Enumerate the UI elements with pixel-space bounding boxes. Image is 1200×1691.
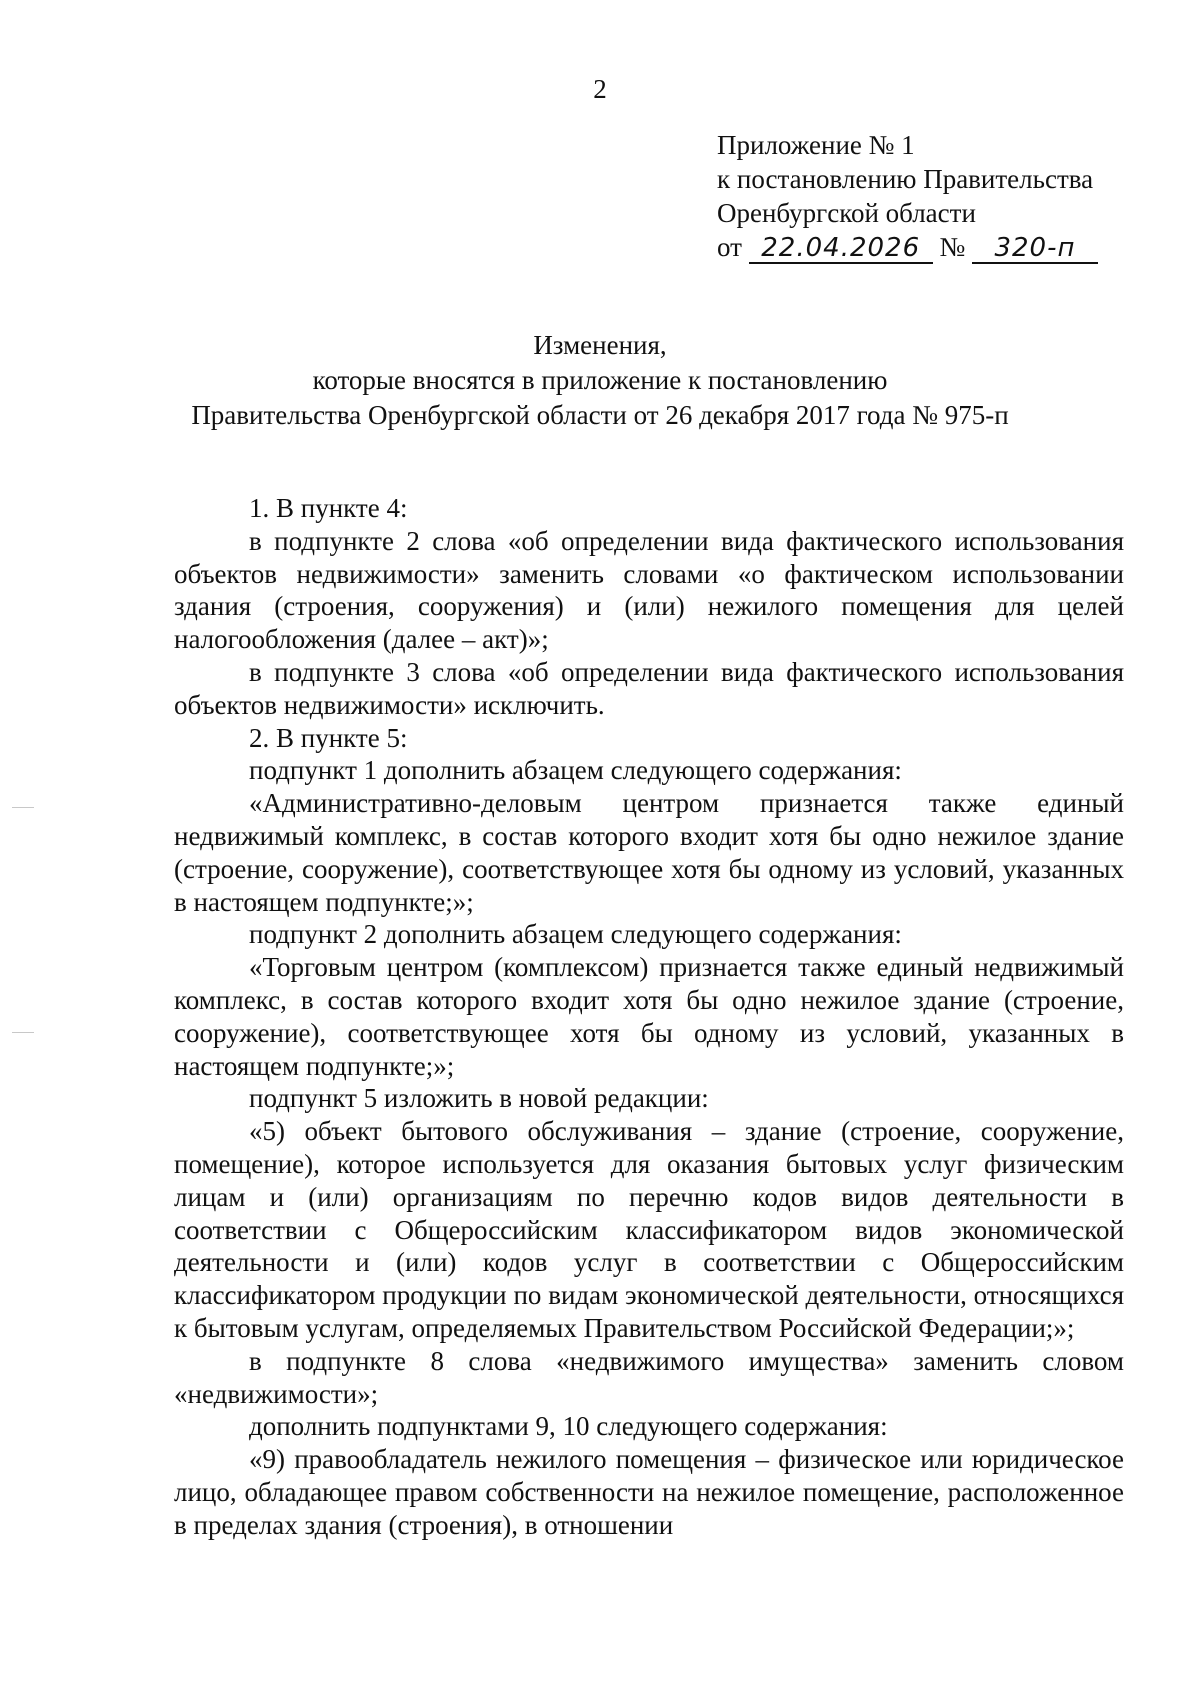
appendix-line-3: Оренбургской области — [717, 198, 976, 228]
number-label: № — [939, 232, 966, 262]
paragraph: в подпункте 3 слова «об определении вида фактического использования объектов недвижимости» исключить. — [174, 656, 1124, 720]
paragraph: «9) правообладатель нежилого помещения – физическое или юридическое лицо, обладающее правом собственности на нежилое помещение, расположенное в пределах здания (строения), в отношении — [174, 1444, 1124, 1540]
page-number: 2 — [593, 74, 607, 104]
title-line-1: Изменения, — [533, 330, 667, 360]
handwritten-date: 22.04.2026 — [749, 234, 933, 264]
paragraph: в подпункте 2 слова «об определении вида фактического использования объектов недвижимости» заменить словами «о фактическом использовании здания (строения, сооружения) и (или) нежилого помещения для целей налогообложения (далее – акт)»; — [174, 525, 1124, 655]
title-line-2: которые вносятся в приложение к постановлению — [312, 365, 888, 395]
paragraph: подпункт 2 дополнить абзацем следующего содержания: — [249, 919, 902, 950]
paragraph: «Торговым центром (комплексом) признается также единый недвижимый комплекс, в состав которого входит хотя бы одно нежилое здание (строение, сооружение), соответствующее хотя бы одному из условий, указанных в настоящем подпункте;»; — [174, 952, 1124, 1081]
appendix-date-line — [717, 230, 1157, 264]
paragraph: 2. В пункте 5: — [249, 722, 408, 753]
paragraph: «5) объект бытового обслуживания – здание (строение, сооружение, помещение), которое используется для оказания бытовых услуг физическим лицам и (или) организациям по перечню кодов видов деятельности в соответствии с Общероссийским классификатором видов экономической деятельности и (или) кодов услуг в соответствии с Общероссийским классификатором продукции по видам экономической деятельности, относящихся к бытовым услугам, определяемых Правительством Российской Федерации;»; — [174, 1116, 1124, 1343]
from-label: от — [717, 232, 742, 262]
paragraph: дополнить подпунктами 9, 10 следующего содержания: — [249, 1411, 888, 1442]
document-title — [0, 328, 1200, 433]
document-body — [174, 492, 1124, 1542]
paragraph: в подпункте 8 слова «недвижимого имущества» заменить словом «недвижимости»; — [174, 1345, 1124, 1409]
paragraph: подпункт 5 изложить в новой редакции: — [249, 1083, 709, 1114]
scan-margin-mark — [12, 807, 34, 808]
paragraph: подпункт 1 дополнить абзацем следующего содержания: — [249, 755, 902, 786]
scan-margin-mark — [12, 1032, 34, 1033]
title-line-3: Правительства Оренбургской области от 26 декабря 2017 года № 975-п — [191, 400, 1009, 430]
paragraph: «Административно-деловым центром признается также единый недвижимый комплекс, в состав которого входит хотя бы одно нежилое здание (строение, сооружение), соответствующее хотя бы одному из условий, указанных в настоящем подпункте;»; — [174, 788, 1124, 917]
appendix-header — [717, 128, 1157, 264]
paragraph: 1. В пункте 4: — [249, 493, 408, 523]
appendix-line-1: Приложение № 1 — [717, 130, 915, 160]
handwritten-number: 320-п — [972, 234, 1098, 264]
appendix-line-2: к постановлению Правительства — [717, 164, 1094, 194]
